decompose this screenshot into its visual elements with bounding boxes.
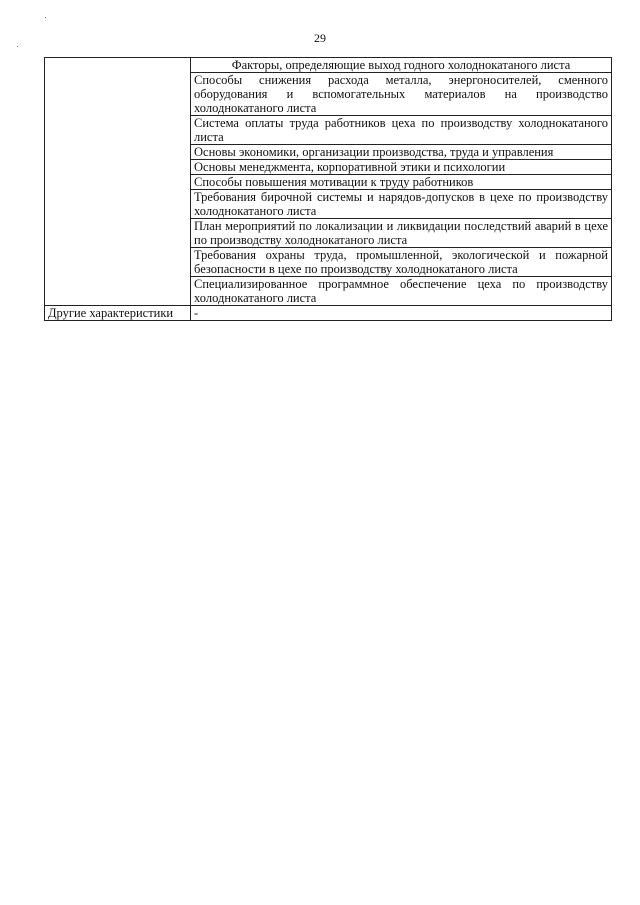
table-row	[45, 306, 612, 321]
scan-speck	[45, 17, 46, 18]
knowledge-item: План мероприятий по локализации и ликвидации последствий аварий в цехе по производству холоднокатаного листа	[191, 219, 612, 248]
knowledge-item: Основы менеджмента, корпоративной этики и психологии	[191, 160, 612, 175]
knowledge-item: Факторы, определяющие выход годного холоднокатаного листа	[191, 58, 612, 73]
other-characteristics-label: Другие характеристики	[45, 306, 191, 321]
knowledge-item: Способы снижения расхода металла, энергоносителей, сменного оборудования и вспомогательных материалов на производство холоднокатаного листа	[191, 73, 612, 116]
scan-speck	[17, 46, 18, 47]
table-row	[45, 58, 612, 73]
other-characteristics-value: -	[191, 306, 612, 321]
knowledge-item: Основы экономики, организации производства, труда и управления	[191, 145, 612, 160]
requirements-table	[44, 57, 612, 321]
knowledge-item: Система оплаты труда работников цеха по производству холоднокатаного листа	[191, 116, 612, 145]
knowledge-item: Требования бирочной системы и нарядов-допусков в цехе по производству холоднокатаного листа	[191, 190, 612, 219]
knowledge-item: Специализированное программное обеспечение цеха по производству холоднокатаного листа	[191, 277, 612, 306]
knowledge-item: Способы повышения мотивации к труду работников	[191, 175, 612, 190]
continued-category-cell	[45, 58, 191, 306]
knowledge-item: Требования охраны труда, промышленной, экологической и пожарной безопасности в цехе по производству холоднокатаного листа	[191, 248, 612, 277]
page-number: 29	[314, 31, 326, 45]
